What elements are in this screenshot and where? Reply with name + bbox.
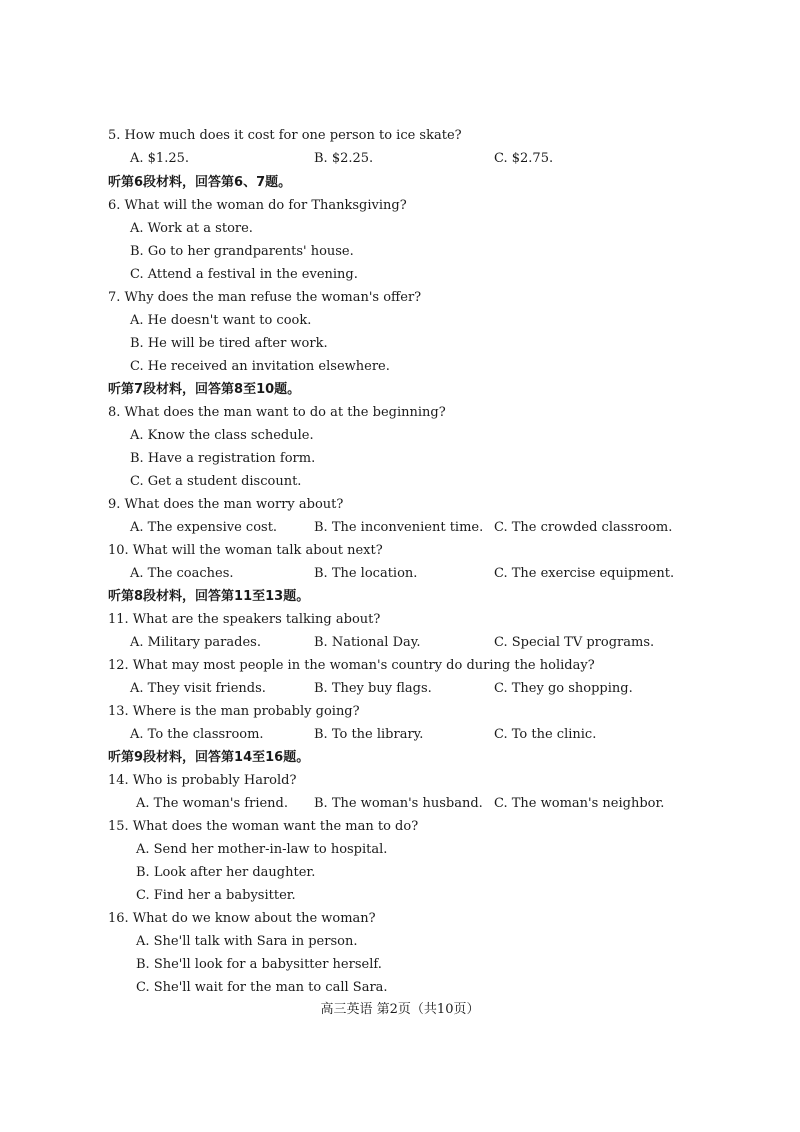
question-9-stem: 9. What does the man worry about?	[108, 497, 344, 512]
question-5-stem: 5. How much does it cost for one person to ice skate?	[108, 128, 462, 143]
question-14-option-c: C. The woman's neighbor.	[494, 796, 665, 811]
question-6-option-a: A. Work at a store.	[130, 221, 253, 236]
question-13-option-c: C. To the clinic.	[494, 727, 597, 742]
question-15-option-b: B. Look after her daughter.	[136, 865, 316, 880]
section-heading-9: 听第9段材料，回答第14至16题。	[108, 750, 310, 765]
question-9-option-b: B. The inconvenient time.	[314, 520, 484, 535]
question-16-option-b: B. She'll look for a babysitter herself.	[136, 957, 382, 972]
question-14-option-b: B. The woman's husband.	[314, 796, 483, 811]
question-16-option-c: C. She'll wait for the man to call Sara.	[136, 980, 388, 995]
question-13-option-a: A. To the classroom.	[130, 727, 264, 742]
question-5-option-a: A. $1.25.	[130, 151, 190, 166]
question-14-stem: 14. Who is probably Harold?	[108, 773, 297, 788]
question-8-option-b: B. Have a registration form.	[130, 451, 316, 466]
question-6-option-c: C. Attend a festival in the evening.	[130, 267, 358, 282]
question-15-option-a: A. Send her mother-in-law to hospital.	[136, 842, 388, 857]
question-11-option-a: A. Military parades.	[130, 635, 261, 650]
question-10-option-c: C. The exercise equipment.	[494, 566, 675, 581]
question-8-option-c: C. Get a student discount.	[130, 474, 302, 489]
question-9-option-a: A. The expensive cost.	[130, 520, 278, 535]
question-12-option-a: A. They visit friends.	[130, 681, 266, 696]
question-13-option-b: B. To the library.	[314, 727, 424, 742]
question-5-option-c: C. $2.75.	[494, 151, 554, 166]
section-heading-7: 听第7段材料，回答第8至10题。	[108, 382, 301, 397]
section-heading-6: 听第6段材料，回答第6、7题。	[108, 175, 292, 190]
question-7-stem: 7. Why does the man refuse the woman's offer?	[108, 290, 422, 305]
question-12-option-b: B. They buy flags.	[314, 681, 432, 696]
section-heading-8: 听第8段材料，回答第11至13题。	[108, 589, 310, 604]
question-16-stem: 16. What do we know about the woman?	[108, 911, 376, 926]
question-12-option-c: C. They go shopping.	[494, 681, 633, 696]
question-8-option-a: A. Know the class schedule.	[130, 428, 314, 443]
question-6-option-b: B. Go to her grandparents' house.	[130, 244, 354, 259]
page-footer: 高三英语 第2页（共10页）	[320, 1002, 480, 1017]
question-9-option-c: C. The crowded classroom.	[494, 520, 673, 535]
question-14-option-a: A. The woman's friend.	[136, 796, 289, 811]
question-10-option-b: B. The location.	[314, 566, 418, 581]
question-7-option-b: B. He will be tired after work.	[130, 336, 328, 351]
question-7-option-c: C. He received an invitation elsewhere.	[130, 359, 390, 374]
question-12-stem: 12. What may most people in the woman's country do during the holiday?	[108, 658, 595, 673]
question-15-option-c: C. Find her a babysitter.	[136, 888, 296, 903]
question-11-stem: 11. What are the speakers talking about?	[108, 612, 381, 627]
question-8-stem: 8. What does the man want to do at the beginning?	[108, 405, 446, 420]
question-10-option-a: A. The coaches.	[130, 566, 234, 581]
question-11-option-c: C. Special TV programs.	[494, 635, 655, 650]
question-5-option-b: B. $2.25.	[314, 151, 374, 166]
question-10-stem: 10. What will the woman talk about next?	[108, 543, 383, 558]
question-6-stem: 6. What will the woman do for Thanksgiving?	[108, 198, 407, 213]
question-13-stem: 13. Where is the man probably going?	[108, 704, 360, 719]
question-11-option-b: B. National Day.	[314, 635, 421, 650]
question-7-option-a: A. He doesn't want to cook.	[130, 313, 312, 328]
question-15-stem: 15. What does the woman want the man to do?	[108, 819, 419, 834]
question-16-option-a: A. She'll talk with Sara in person.	[136, 934, 358, 949]
